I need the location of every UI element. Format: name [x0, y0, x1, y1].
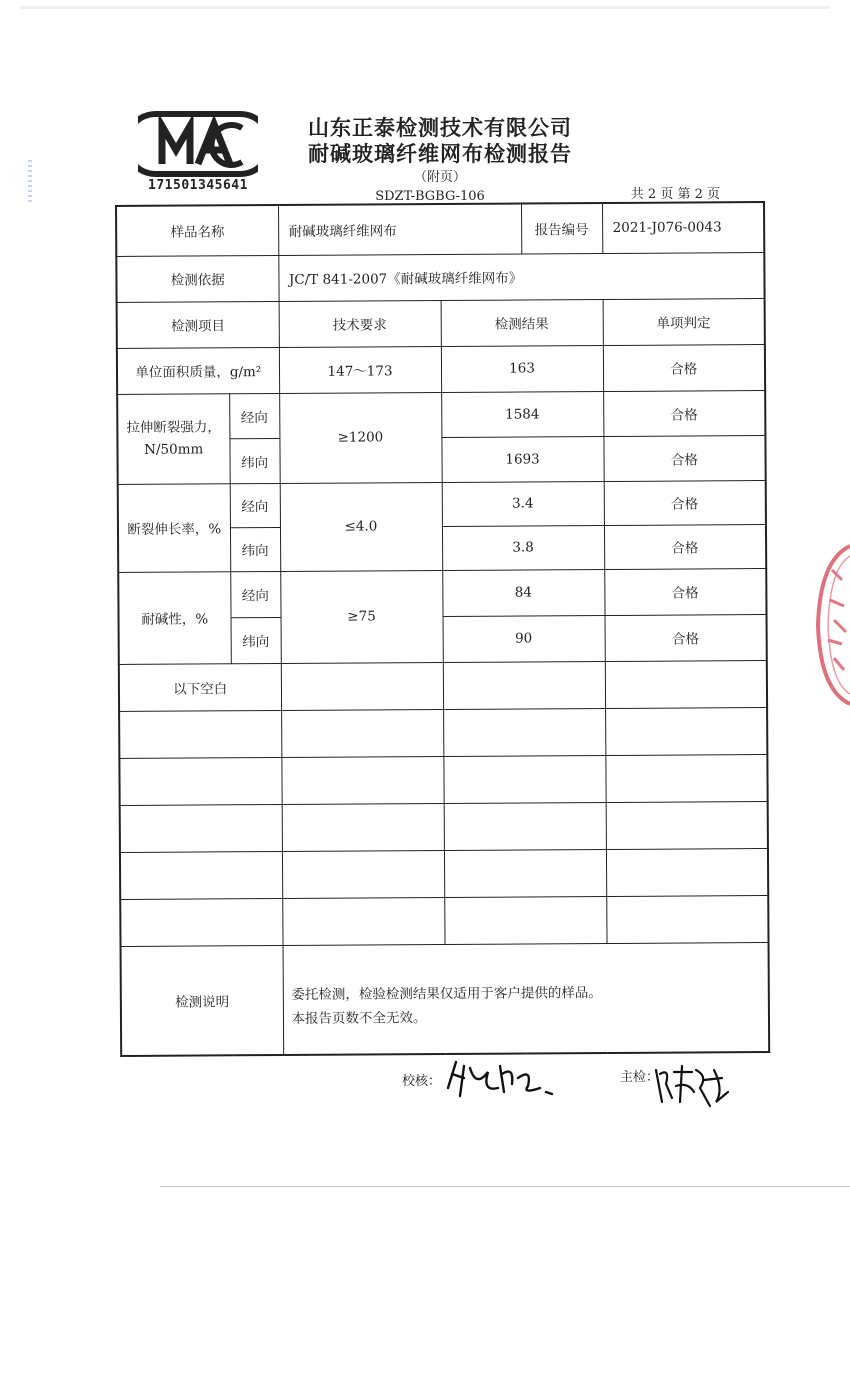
alkali-requirement: ≥75	[280, 570, 443, 663]
mass-requirement: 147～173	[279, 346, 441, 393]
checker-signature-icon	[442, 1058, 562, 1103]
elongation-weft-result: 3.8	[442, 525, 604, 570]
checker-label: 校核：	[402, 1074, 442, 1089]
empty-row	[120, 895, 768, 946]
remarks-line-1: 委托检测，检验检测结果仅适用于客户提供的样品。	[291, 984, 602, 1003]
report-no-label: 报告编号	[521, 203, 602, 253]
empty-row	[119, 707, 767, 758]
tensile-warp-label: 经向	[229, 393, 279, 438]
blank-below-label: 以下空白	[119, 663, 281, 711]
table-row	[117, 390, 765, 439]
scan-artifact-top	[20, 6, 830, 9]
table-row	[116, 252, 764, 302]
elongation-warp-result: 3.4	[442, 481, 604, 526]
tensile-weft-judgement: 合格	[603, 435, 765, 481]
alkali-weft-label: 纬向	[231, 617, 281, 663]
tensile-warp-judgement: 合格	[603, 390, 765, 436]
table-row	[117, 344, 765, 394]
sample-name-value: 耐碱玻璃纤维网布	[278, 204, 521, 255]
elongation-warp-judgement: 合格	[604, 480, 766, 525]
report-title: 耐碱玻璃纤维网布检测报告	[308, 142, 572, 166]
empty-cell	[605, 660, 767, 708]
remarks-line-2: 本报告页数不全无效。	[291, 1009, 427, 1027]
alkali-weft-judgement: 合格	[605, 614, 767, 661]
tensile-requirement: ≥1200	[279, 392, 442, 483]
empty-row	[120, 801, 768, 852]
table-header-row	[117, 298, 765, 348]
report-no-value: 2021-J076-0043	[602, 202, 764, 253]
header-judgement: 单项判定	[603, 298, 765, 345]
chief-inspector-signature-icon	[652, 1062, 732, 1110]
table-row	[119, 660, 767, 711]
tensile-weft-label: 纬向	[229, 438, 279, 483]
elongation-label: 断裂伸长率，%	[118, 483, 231, 572]
alkali-warp-result: 84	[442, 569, 604, 616]
chief-inspector-label: 主检：	[620, 1070, 660, 1085]
elongation-requirement: ≤4.0	[280, 482, 443, 571]
mass-result: 163	[441, 345, 603, 392]
remarks-label: 检测说明	[121, 945, 284, 1056]
elongation-weft-label: 纬向	[230, 527, 280, 571]
remarks-text	[283, 942, 770, 1055]
basis-value: JC/T 841-2007《耐碱玻璃纤维网布》	[278, 252, 764, 301]
header-item: 检测项目	[117, 301, 279, 348]
attachment-label: （附页）	[413, 170, 466, 185]
scan-artifact-line	[160, 1186, 850, 1187]
empty-row	[120, 848, 768, 899]
company-name: 山东正泰检测技术有限公司	[308, 116, 572, 140]
mass-label: 单位面积质量，g/m²	[117, 347, 279, 394]
cma-logo-icon	[138, 108, 258, 180]
alkali-warp-label: 经向	[230, 571, 280, 617]
header-result: 检测结果	[441, 299, 603, 346]
tensile-weft-result: 1693	[441, 436, 603, 482]
empty-cell	[281, 662, 443, 710]
tensile-warp-result: 1584	[441, 391, 603, 437]
cma-certificate-number: 171501345641	[148, 178, 248, 193]
page-count: 共 2 页 第 2 页	[630, 187, 720, 202]
red-seal-stamp-icon	[812, 540, 850, 710]
mass-judgement: 合格	[603, 344, 765, 391]
sample-name-label: 样品名称	[116, 205, 278, 256]
table-row	[118, 480, 766, 528]
tensile-label: 拉伸断裂强力，N/50mm	[117, 393, 230, 484]
test-report-table	[115, 201, 770, 1057]
table-row	[118, 568, 766, 618]
remarks-row	[121, 942, 770, 1056]
form-code: SDZT-BGBG-106	[375, 189, 485, 204]
elongation-weft-judgement: 合格	[604, 524, 766, 569]
scan-artifact-left	[28, 160, 32, 205]
signature-area	[0, 1058, 850, 1118]
basis-label: 检测依据	[116, 255, 278, 302]
alkali-label: 耐碱性，%	[118, 571, 231, 664]
empty-cell	[443, 661, 605, 709]
alkali-weft-result: 90	[443, 615, 605, 662]
empty-row	[119, 754, 767, 805]
table-row	[116, 202, 764, 256]
elongation-warp-label: 经向	[230, 483, 280, 527]
header-requirement: 技术要求	[279, 300, 441, 347]
alkali-warp-judgement: 合格	[604, 568, 766, 615]
